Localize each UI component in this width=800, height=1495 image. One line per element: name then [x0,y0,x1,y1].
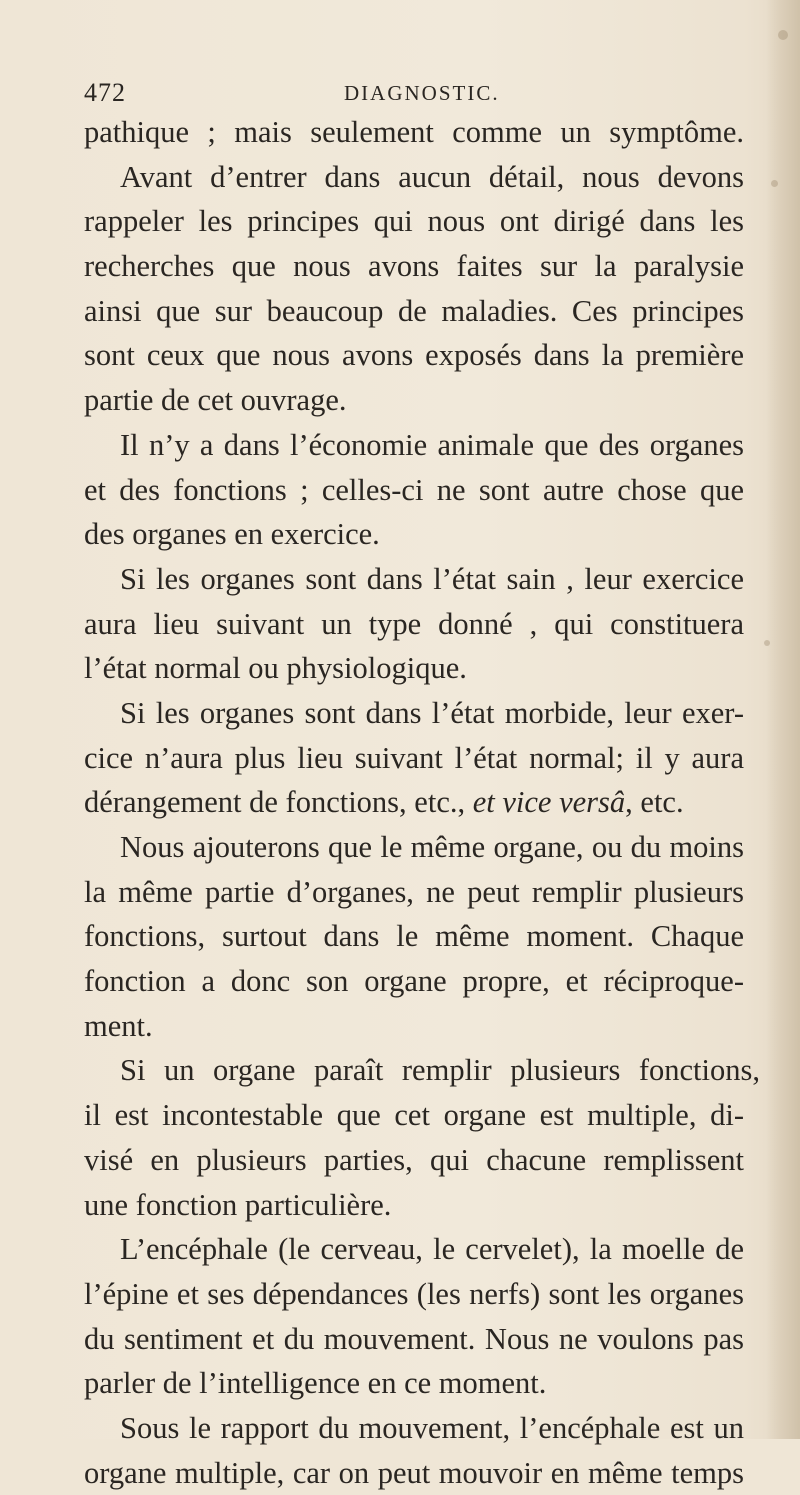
text-line: ment. [84,1008,153,1043]
text-line: visé en plusieurs parties, qui chacune remplissent [84,1142,744,1177]
paper-stain [778,30,788,40]
text-line: des organes en exercice. [84,517,380,552]
text-line: l’épine et ses dépendances (les nerfs) sont les organes [84,1276,744,1311]
body-text [84,110,760,1495]
text-line [84,780,744,825]
text-line: l’état normal ou physiologique. [84,651,467,686]
text-line: du sentiment et du mouvement. Nous ne voulons pas [84,1321,744,1356]
text-line: ainsi que sur beaucoup de maladies. Ces principes [84,293,744,328]
page-edge-shadow [766,0,800,1439]
text-line: organe multiple, car on peut mouvoir en même temps [84,1455,744,1490]
text-line: pathique ; mais seulement comme un symptôme. [84,115,744,149]
text-line: Sous le rapport du mouvement, l’encéphale est un [120,1410,744,1445]
text-line: Nous ajouterons que le même organe, ou du moins [120,830,744,864]
text-line: cice n’aura plus lieu suivant l’état normal; il y aura [84,740,744,775]
running-head: DIAGNOSTIC. [344,81,500,105]
text-line: Si les organes sont dans l’état morbide, leur exer- [120,695,744,730]
text-line: Il n’y a dans l’économie animale que des organes [120,427,744,462]
text-segment: dérangement de fonctions, etc., [84,785,473,820]
text-line: rappeler les principes qui nous ont dirigé dans les [84,204,744,239]
text-line: parler de l’intelligence en ce moment. [84,1366,547,1401]
text-line: partie de cet ouvrage. [84,383,347,418]
text-line: recherches que nous avons faites sur la paralysie [84,249,744,284]
text-line: aura lieu suivant un type donné , qui constituera [84,606,744,641]
text-line: Si les organes sont dans l’état sain , leur exercice [120,561,744,596]
text-line: une fonction particulière. [84,1187,392,1222]
text-line: Si un organe paraît remplir plusieurs fonctions, [120,1053,760,1088]
text-line: sont ceux que nous avons exposés dans la première [84,338,744,373]
text-line: la même partie d’organes, ne peut remplir plusieurs [84,874,744,909]
paper-stain [771,180,778,187]
paper-stain [764,640,770,646]
text-segment: , etc. [625,785,684,820]
text-line: fonctions, surtout dans le même moment. Chaque [84,919,744,954]
text-line: il est incontestable que cet organe est multiple, di- [84,1098,744,1133]
text-line: L’encéphale (le cerveau, le cervelet), la moelle de [120,1232,744,1267]
text-line: et des fonctions ; celles-ci ne sont autre chose que [84,472,744,507]
page-number: 472 [84,78,126,107]
text-line: fonction a donc son organe propre, et réciproque- [84,964,744,999]
text-line: Avant d’entrer dans aucun détail, nous devons [120,159,744,194]
italic-phrase: et vice versâ [472,785,626,820]
